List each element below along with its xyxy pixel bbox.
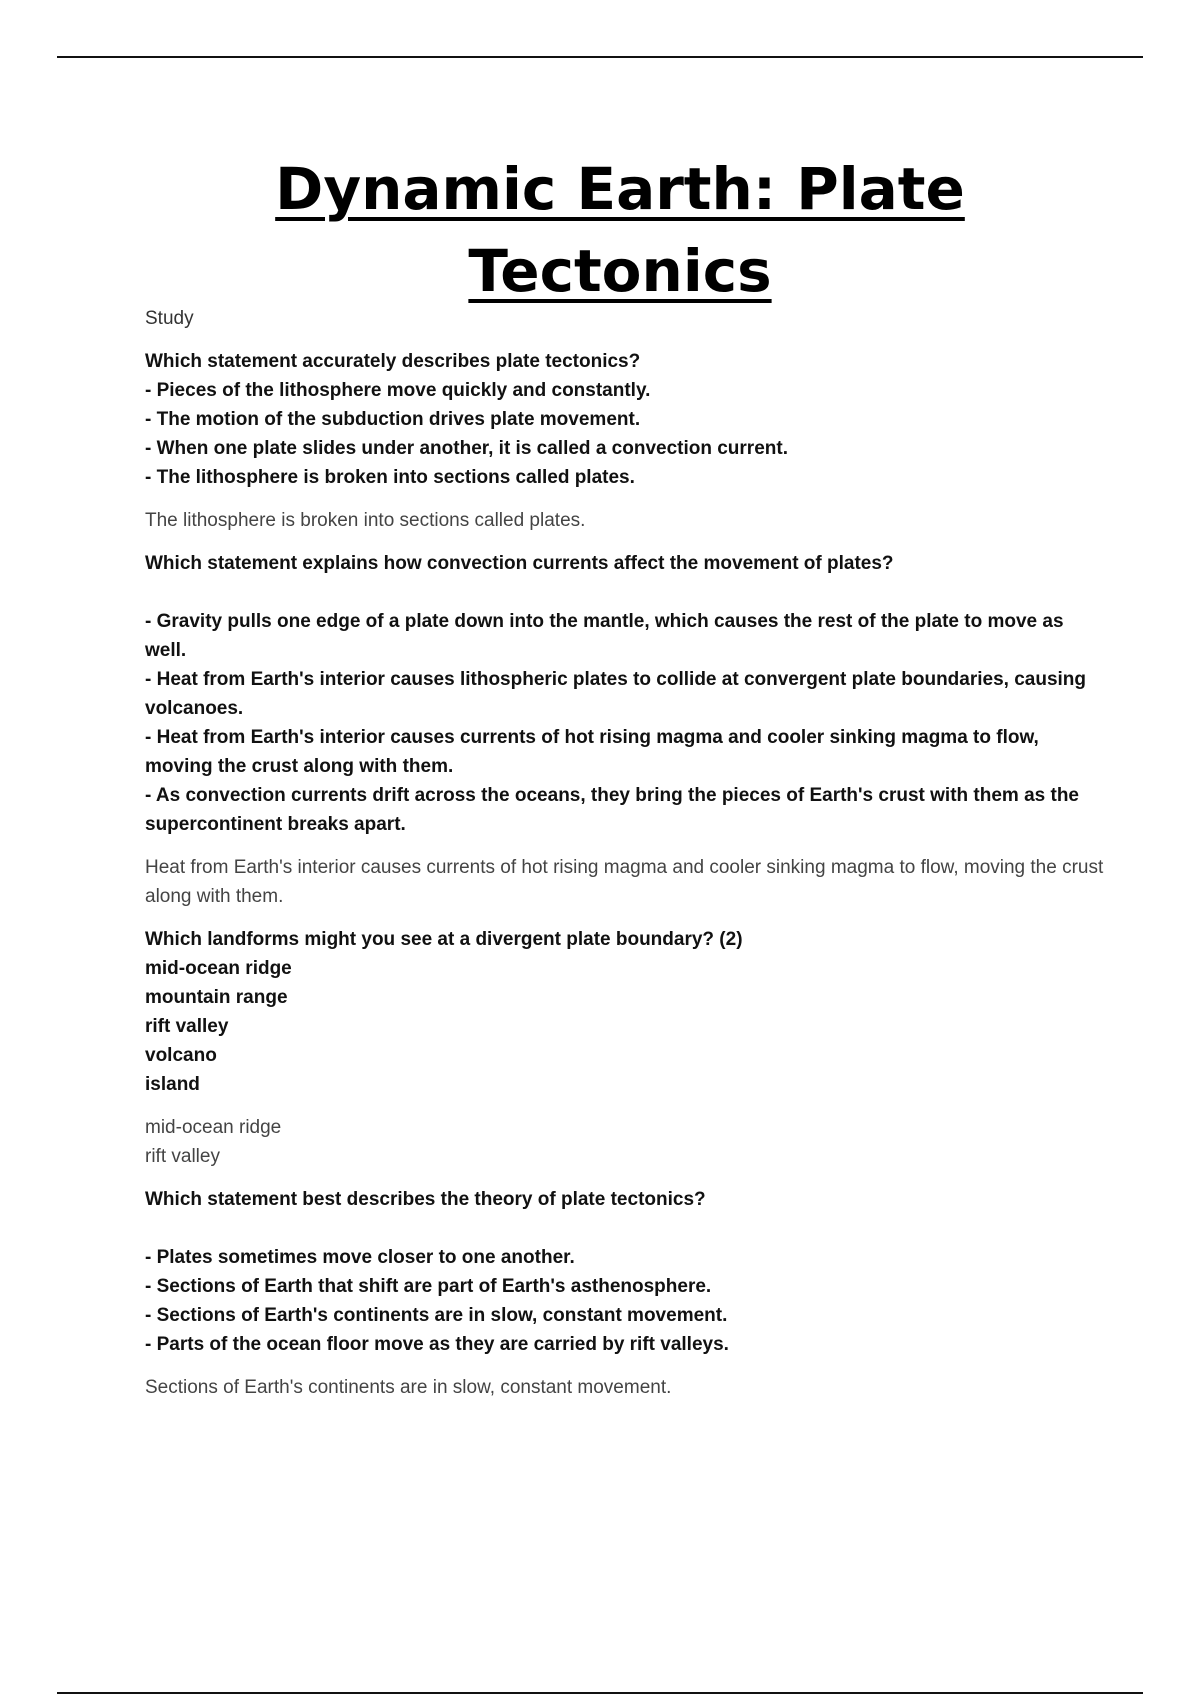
study-label: Study [145, 308, 194, 329]
question-block-4 [145, 1185, 1105, 1359]
question-text: Which landforms might you see at a divergent plate boundary? (2) [145, 929, 743, 950]
option-item: - The motion of the subduction drives plate movement. [145, 409, 641, 430]
option-item: - Gravity pulls one edge of a plate down into the mantle, which causes the rest of the plate to move as well. [145, 611, 1064, 661]
question-block-1 [145, 347, 1105, 492]
option-item: rift valley [145, 1016, 229, 1037]
answer-block [145, 1113, 1105, 1171]
answer-text: rift valley [145, 1146, 220, 1167]
option-item: - Sections of Earth's continents are in slow, constant movement. [145, 1305, 728, 1326]
option-item: - Sections of Earth that shift are part of Earth's asthenosphere. [145, 1276, 712, 1297]
bottom-rule [57, 1692, 1143, 1694]
option-item: - Heat from Earth's interior causes currents of hot rising magma and cooler sinking magma to flow, moving the crust along with them. [145, 727, 1039, 777]
answer-text: Sections of Earth's continents are in slow, constant movement. [145, 1377, 672, 1398]
page-title [200, 148, 1040, 312]
option-item: - Plates sometimes move closer to one another. [145, 1247, 575, 1268]
question-text: Which statement best describes the theory of plate tectonics? [145, 1189, 706, 1210]
title-line-1: Dynamic Earth: Plate [275, 155, 965, 223]
option-item: mountain range [145, 987, 288, 1008]
option-item: - Pieces of the lithosphere move quickly and constantly. [145, 380, 651, 401]
answer-text: Heat from Earth's interior causes currents of hot rising magma and cooler sinking magma to flow, moving the crust along with them. [145, 857, 1104, 907]
question-text: Which statement accurately describes plate tectonics? [145, 351, 641, 372]
title-line-2: Tectonics [468, 237, 772, 305]
question-block-3 [145, 925, 1105, 1099]
question-text: Which statement explains how convection currents affect the movement of plates? [145, 553, 894, 574]
option-item: mid-ocean ridge [145, 958, 292, 979]
document-body [145, 304, 1105, 1416]
top-rule [57, 56, 1143, 58]
option-item: volcano [145, 1045, 217, 1066]
option-item: - Parts of the ocean floor move as they are carried by rift valleys. [145, 1334, 729, 1355]
question-block-2 [145, 549, 1105, 839]
option-item: - The lithosphere is broken into sections called plates. [145, 467, 635, 488]
option-item: - Heat from Earth's interior causes lithospheric plates to collide at convergent plate boundaries, causing volcanoes. [145, 669, 1087, 719]
option-item: - As convection currents drift across the oceans, they bring the pieces of Earth's crust with them as the supercontinent breaks apart. [145, 785, 1079, 835]
answer-text: mid-ocean ridge [145, 1117, 282, 1138]
option-item: - When one plate slides under another, it is called a convection current. [145, 438, 788, 459]
option-item: island [145, 1074, 200, 1095]
answer-text: The lithosphere is broken into sections called plates. [145, 510, 586, 531]
